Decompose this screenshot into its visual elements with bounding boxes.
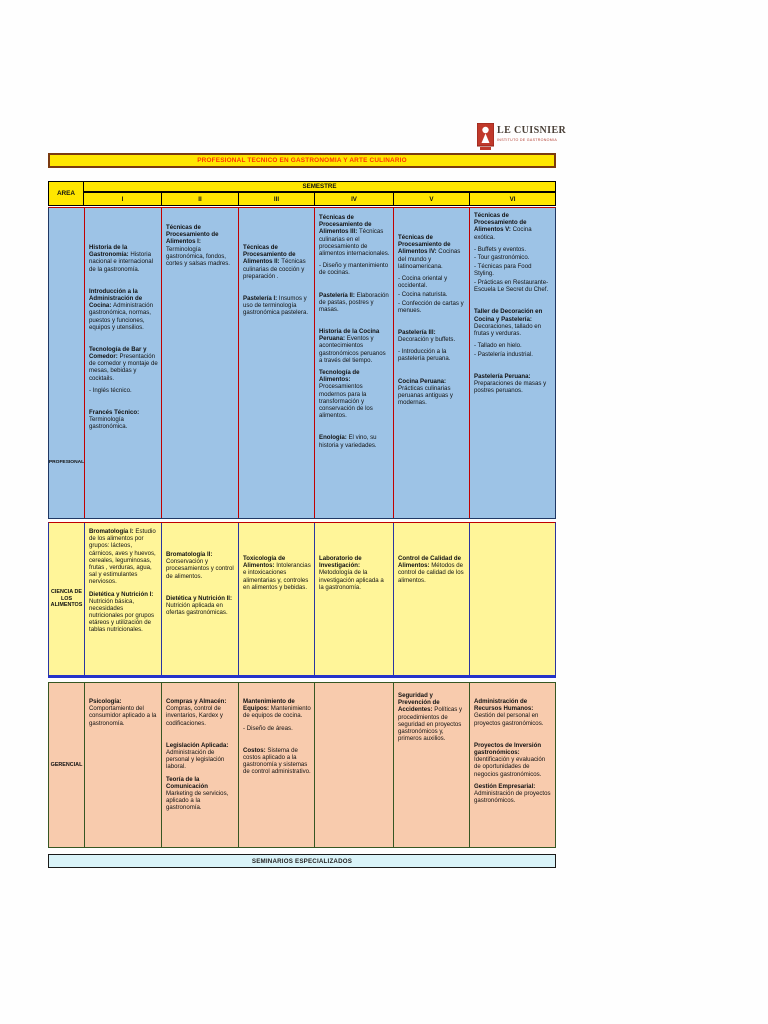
course-paragraph: Bromatología I: Estudio de los alimentos por grupos: lácteos, cárnicos, aves y huevos, cereales, leguminosas, frutas , verduras, agua, sal y estimulantes nerviosos. [89, 528, 156, 586]
course-paragraph: Historia de la Cocina Peruana: Eventos y acontecimientos gastronómicos peruanos a través del tiempo. [319, 328, 386, 364]
course-cell [161, 208, 238, 518]
course-paragraph: Pastelería III: Decoración y buffets. [398, 328, 456, 344]
course-paragraph: Francés Técnico: Terminología gastronómica. [89, 409, 140, 431]
course-paragraph: Dietética y Nutrición I: Nutrición básica, necesidades nutricionales por grupos etáreos y utilización de tablas nutricionales. [89, 590, 155, 634]
logo-name: LE CUISNIER [497, 125, 567, 136]
course-paragraph: Introducción a la Administración de Cocina: Administración gastronómica, normas, puestos y funciones, equipos y utensilios. [89, 287, 154, 331]
course-paragraph: Técnicas de Procesamiento de Alimentos V: Cocina exótica. [474, 212, 532, 241]
course-paragraph: Pastelería I: Insumos y uso de terminología gastronómica pastelera. [243, 294, 309, 317]
course-bullet: - Diseño y mantenimiento de cocinas. [319, 262, 389, 277]
seminars-bar [48, 854, 556, 868]
seminars-label: SEMINARIOS ESPECIALIZADOS [251, 857, 353, 865]
course-bullet: - Introducción a la pastelería peruana. [398, 348, 451, 363]
course-cell [161, 683, 238, 847]
course-paragraph: Historia de la Gastronomía: Historia nacional e internacional de la gastronomía. [89, 244, 154, 273]
course-paragraph: Dietética y Nutrición II: Nutrición aplicada en ofertas gastronómicas. [166, 594, 233, 617]
course-bullet: - Inglés técnico. [89, 386, 132, 394]
logo [477, 123, 566, 150]
course-bullet: - Prácticas en Restaurante-Escuela Le Secret du Chef. [474, 279, 549, 294]
course-paragraph: Técnicas de Procesamiento de Alimentos I: Terminología gastronómica, fondos, cortes y salsas madres. [166, 224, 231, 267]
course-cell [84, 523, 161, 675]
course-paragraph: Pastelería Peruana: Preparaciones de masas y postres peruanos. [474, 373, 547, 395]
course-paragraph: Psicología: Comportamiento del consumidor aplicado a la gastronomía. [89, 698, 157, 727]
course-paragraph: Bromatología II: Conservación y procesamientos y control de alimentos. [166, 551, 234, 580]
semester-col-header-5: V [393, 193, 469, 205]
semester-col-header-3: III [238, 193, 314, 205]
area-column-header: AREA [49, 182, 84, 205]
course-paragraph: Control de Calidad de Alimentos: Métodos de control de calidad de los alimentos. [398, 555, 464, 584]
course-bullet: - Técnicas para Food Styling. [474, 263, 532, 278]
semester-col-header-2: II [161, 193, 238, 205]
semester-col-header-4: IV [314, 193, 393, 205]
course-cell [469, 683, 555, 847]
section-gerencial [48, 682, 556, 848]
logo-text [497, 123, 566, 142]
area-label-ciencia: CIENCIA DE LOS ALIMENTOS [50, 588, 83, 609]
course-cell [469, 208, 555, 518]
course-cell [469, 523, 555, 675]
course-bullet: - Cocina naturista. [398, 290, 448, 298]
semestre-header: SEMESTRE [84, 182, 555, 193]
course-paragraph: Mantenimiento de Equipos: Mantenimiento de equipos de cocina. [243, 698, 311, 720]
course-paragraph: Gestión Empresarial: Administración de proyectos gastronómicos. [474, 782, 551, 805]
table-header [48, 181, 556, 206]
course-paragraph: Técnicas de Procesamiento de Alimentos IV: Cocinas del mundo y latinoamericana. [398, 234, 461, 270]
section-profesional [48, 207, 556, 519]
course-cell [161, 523, 238, 675]
semester-col-header-6: VI [469, 193, 555, 205]
course-bullet: - Confección de cartas y menues. [398, 299, 464, 314]
semester-numerals-row [84, 193, 555, 205]
course-paragraph: Pastelería II: Elaboración de pastas, postres y masas. [319, 291, 389, 313]
course-bullet: - Tallado en hielo. [474, 342, 522, 350]
course-cell [238, 208, 314, 518]
course-cell [393, 683, 469, 847]
course-paragraph: Técnicas de Procesamiento de Alimentos II: Técnicas culinarias de cocción y preparación . [243, 244, 306, 280]
course-paragraph: Seguridad y Prevención de Accidentes: Políticas y procedimientos de seguridad en proyectos gastronómicos y, primeros auxilios. [398, 692, 463, 743]
course-paragraph: Cocina Peruana: Prácticas culinarias peruanas antiguas y modernas. [398, 377, 453, 407]
course-cell [238, 683, 314, 847]
course-paragraph: Costos: Sistema de costos aplicado a la gastronomía y sistemas de control administrativo. [243, 746, 311, 776]
course-paragraph: Tecnología de Bar y Comedor: Presentación de comedor y montaje de mesas, bebidas y cocktails. [89, 345, 158, 382]
course-cell [314, 208, 393, 518]
course-cell [314, 683, 393, 847]
course-bullet: - Diseño de áreas. [243, 724, 293, 732]
course-paragraph: Toxicología de Alimentos: Intolerancias e intoxicaciones alimentarias y, controles en alimentos y bebidas. [243, 555, 311, 591]
page-title: PROFESIONAL TECNICO EN GASTRONOMIA Y ARTE CULINARIO [197, 157, 407, 164]
course-paragraph: Proyectos de Inversión gastronómicos: Identificación y evaluación de oportunidades de negocios gastronómicos. [474, 741, 546, 778]
course-paragraph: Taller de Decoración en Cocina y Pastelería: Decoraciones, tallado en frutas y verduras. [474, 308, 543, 337]
course-paragraph: Enología: El vino, su historia y variedades. [319, 434, 377, 449]
course-paragraph: Laboratorio de Investigación: Metodología de la investigación aplicada a la gastronomía. [319, 555, 384, 591]
course-cell [393, 208, 469, 518]
area-label-gerencial: GERENCIAL [50, 761, 83, 768]
course-bullet: - Pastelería industrial. [474, 350, 533, 358]
course-cell [314, 523, 393, 675]
course-bullet: - Buffets y eventos. [474, 245, 527, 253]
chef-logo-icon [477, 123, 494, 150]
course-cell [238, 523, 314, 675]
course-paragraph: Tecnología de Alimentos: Procesamientos modernos para la transformación y conservación de los alimentos. [319, 369, 373, 420]
course-paragraph: Teoría de la Comunicación Marketing de servicios, aplicado a la gastronomía. [166, 775, 229, 812]
section-ciencia-de-los-alimentos [48, 522, 556, 678]
logo-subtitle: INSTITUTO DE GASTRONOMIA [497, 138, 558, 142]
course-paragraph: Compras y Almacén: Compras, control de inventarios, Kardex y codificaciones. [166, 698, 227, 727]
course-cell [393, 523, 469, 675]
area-label-profesional: PROFESIONAL [48, 459, 85, 465]
course-cell [84, 208, 161, 518]
course-cell [84, 683, 161, 847]
course-bullet: - Cocina oriental y occidental. [398, 274, 448, 290]
course-paragraph: Legislación Aplicada: Administración de personal y legislación laboral. [166, 741, 229, 771]
semester-col-header-1: I [121, 195, 124, 203]
course-bullet: - Tour gastronómico. [474, 254, 530, 262]
title-bar [48, 153, 556, 168]
course-paragraph: Administración de Recursos Humanos: Gestión del personal en proyectos gastronómicos. [474, 698, 544, 727]
course-paragraph: Técnicas de Procesamiento de Alimentos III: Técnicas culinarias en el procesamiento de alimentos internacionales. [319, 214, 390, 257]
